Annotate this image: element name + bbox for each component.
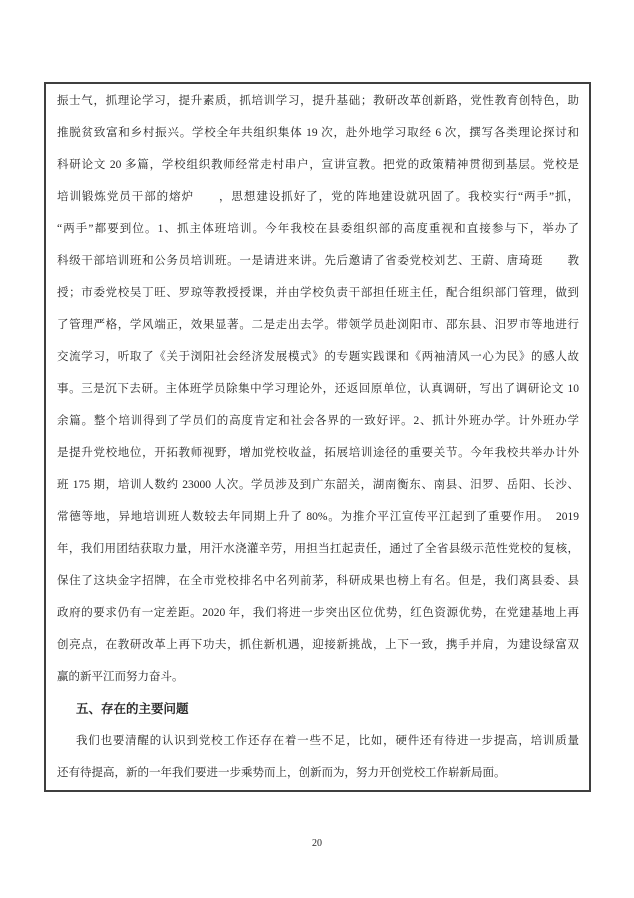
text-line: 科级干部培训班和公务员培训班。一是请进来讲。先后邀请了省委党校刘艺、王蔚、唐琦珽 教 (57, 255, 579, 267)
text-line: 科研论文 20 多篇，学校组织教师经常走村串户，宣讲宣教。把党的政策精神贯彻到基层。党校是 (57, 159, 579, 171)
text-line: 政府的要求仍有一定差距。2020 年，我们将进一步突出区位优势，红色资源优势，在党建基地上再 (57, 607, 579, 619)
text-line: 推脱贫致富和乡村振兴。学校全年共组织集体 19 次，赴外地学习取经 6 次，撰写各类理论探讨和 (57, 127, 579, 139)
text-line: 保住了这块金字招牌，在全市党校排名中名列前茅，科研成果也榜上有名。但是，我们离县委、县 (57, 575, 579, 587)
page-number: 20 (312, 838, 322, 849)
text-line: 培训锻炼党员干部的熔炉 ，思想建设抓好了，党的阵地建设就巩固了。我校实行“两手”抓， (57, 191, 579, 203)
text-line: 创亮点，在教研改革上再下功夫，抓住新机遇，迎接新挑战，上下一致，携手并肩，为建设绿富双 (57, 639, 579, 651)
text-line: 振士气，抓理论学习，提升素质，抓培训学习，提升基础；教研改革创新路，党性教育创特色，助 (57, 95, 579, 107)
text-line: 授；市委党校吴丁旺、罗琼等教授授课，并由学校负责干部担任班主任，配合组织部门管理，做到 (57, 287, 579, 299)
text-line: 我们也要清醒的认识到党校工作还存在着一些不足，比如，硬件还有待进一步提高，培训质量 (76, 735, 579, 747)
text-line: 了管理严格，学风端正，效果显著。二是走出去学。带领学员赴浏阳市、邵东县、汨罗市等地进行 (57, 319, 579, 331)
document-lines (57, 85, 579, 789)
text-line: 事。三是沉下去研。主体班学员除集中学习理论外，还返回原单位，认真调研，写出了调研论文 10 (57, 383, 579, 395)
text-line: 余篇。整个培训得到了学员们的高度肯定和社会各界的一致好评。2、抓计外班办学。计外班办学 (57, 415, 579, 427)
text-line: 还有待提高，新的一年我们要进一步乘势而上，创新而为，努力开创党校工作崭新局面。 (57, 767, 506, 779)
section-heading: 五、存在的主要问题 (76, 702, 189, 716)
text-line: 班 175 期，培训人数约 23000 人次。学员涉及到广东韶关，湖南衡东、南县、汨罗、岳阳、长沙、 (57, 479, 579, 491)
text-line: 交流学习，听取了《关于浏阳社会经济发展模式》的专题实践课和《两袖清风一心为民》的感人故 (57, 351, 579, 363)
text-line: 年，我们用团结获取力量，用汗水浇灌辛劳，用担当扛起责任，通过了全省县级示范性党校的复核， (57, 543, 579, 555)
content-border-box (44, 82, 591, 792)
text-line: 常德等地，异地培训班人数较去年同期上升了 80%。为推介平江宣传平江起到了重要作用。 2019 (57, 511, 579, 523)
text-line: “两手”都要到位。1、抓主体班培训。今年我校在县委组织部的高度重视和直接参与下，举办了 (57, 223, 579, 235)
text-line: 赢的新平江而努力奋斗。 (57, 671, 184, 683)
text-line: 是提升党校地位，开拓教师视野，增加党校收益，拓展培训途径的重要关节。今年我校共举办计外 (57, 447, 579, 459)
